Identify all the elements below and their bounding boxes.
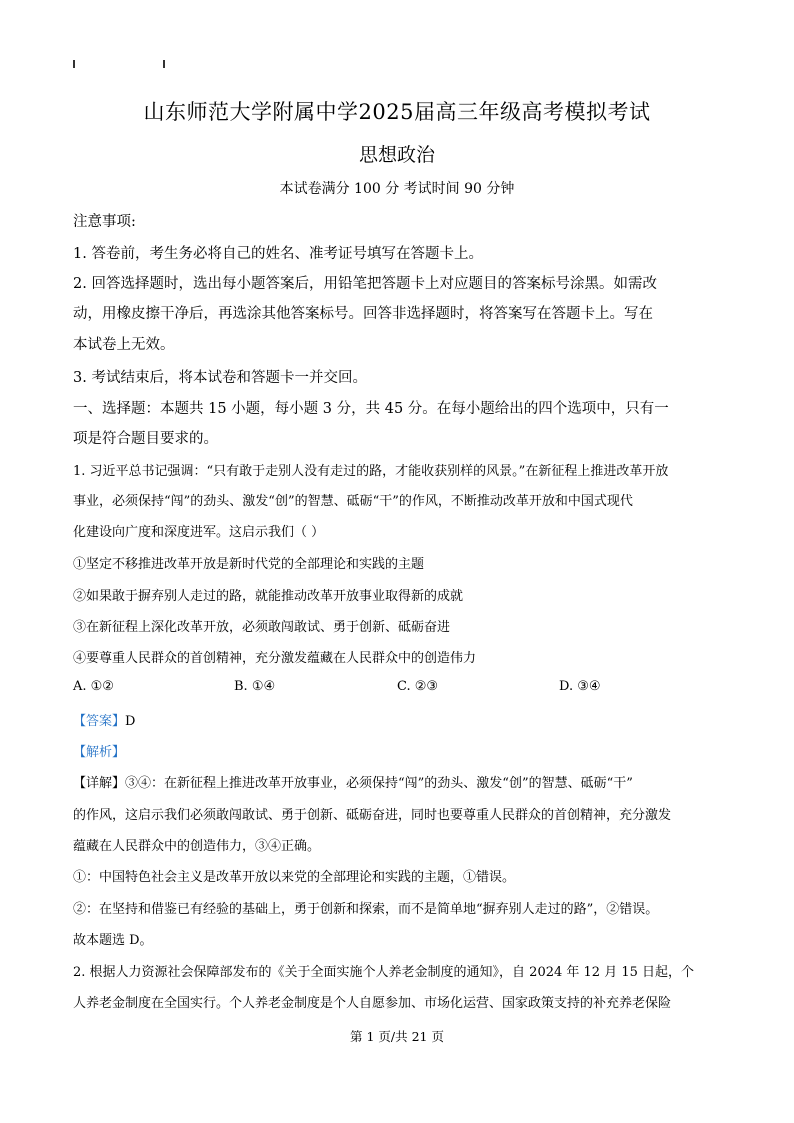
exam-title: 山东师范大学附属中学2025届高三年级高考模拟考试 xyxy=(143,100,651,124)
notice-line: 3. 考试结束后，将本试卷和答题卡一并交回。 xyxy=(73,370,367,386)
q1-detail: 蕴藏在人民群众中的创造伟力，③④正确。 xyxy=(73,839,321,854)
q1-detail xyxy=(73,772,723,791)
page-number: 第 1 页/共 21 页 xyxy=(350,1029,444,1044)
crop-mark-right xyxy=(163,60,165,68)
q1-detail: ②：在坚持和借鉴已有经验的基础上，勇于创新和探索，而不是简单地“摒弃别人走过的路”，②错误。 xyxy=(73,902,659,917)
q1-item: ②如果敢于摒弃别人走过的路，就能推动改革开放事业取得新的成就 xyxy=(73,589,464,604)
q1-item: ③在新征程上深化改革开放，必须敢闯敢试、勇于创新、砥砺奋进 xyxy=(73,620,451,635)
q1-detail: 的作风，这启示我们必须敢闯敢试、勇于创新、砥砺奋进，同时也要尊重人民群众的首创精神，充分激发 xyxy=(73,808,672,823)
notice-heading: 注意事项: xyxy=(73,214,136,230)
q1-item: ①坚定不移推进改革开放是新时代党的全部理论和实践的主题 xyxy=(73,557,425,572)
answer-tag: 【答案】 xyxy=(73,714,126,729)
notice-line: 2. 回答选择题时，选出每小题答案后，用铅笔把答题卡上对应题目的答案标号涂黑。如需改 xyxy=(73,276,657,292)
q1-detail: ①：中国特色社会主义是改革开放以来党的全部理论和实践的主题，①错误。 xyxy=(73,870,516,885)
q1-answer xyxy=(73,710,723,729)
q1-stem: 事业，必须保持“闯”的劲头、激发“创”的智慧、砥砺“干”的作风，不断推动改革开放和中国式现代 xyxy=(73,494,633,509)
q1-analysis xyxy=(73,741,723,760)
q1-option-d: D. ③④ xyxy=(559,679,601,694)
notice-line: 1. 答卷前，考生务必将自己的姓名、准考证号填写在答题卡上。 xyxy=(73,246,483,262)
detail-text: ③④：在新征程上推进改革开放事业，必须保持“闯”的劲头、激发“创”的智慧、砥砺“干” xyxy=(125,776,633,791)
analysis-tag: 【解析】 xyxy=(73,745,126,760)
q1-option-a: A. ①② xyxy=(73,679,114,694)
exam-info: 本试卷满分 100 分 考试时间 90 分钟 xyxy=(279,181,515,197)
notice-line: 本试卷上无效。 xyxy=(73,337,175,353)
notice-line: 动，用橡皮擦干净后，再选涂其他答案标号。回答非选择题时，将答案写在答题卡上。写在 xyxy=(73,306,653,322)
section-heading: 一、选择题：本题共 15 小题，每小题 3 分，共 45 分。在每小题给出的四个选项中，只有一 xyxy=(73,401,669,417)
q2-stem: 2. 根据人力资源社会保障部发布的《关于全面实施个人养老金制度的通知》，自 2024 年 12 月 15 日起，个 xyxy=(73,965,694,980)
section-heading: 项是符合题目要求的。 xyxy=(73,431,218,447)
subject-title: 思想政治 xyxy=(358,144,435,166)
detail-tag: 【详解】 xyxy=(73,776,126,791)
q1-option-b: B. ①④ xyxy=(234,679,276,694)
q2-stem: 人养老金制度在全国实行。个人养老金制度是个人自愿参加、市场化运营、国家政策支持的补充养老保险 xyxy=(73,996,672,1011)
q1-option-c: C. ②③ xyxy=(397,679,439,694)
q1-item: ④要尊重人民群众的首创精神，充分激发蕴藏在人民群众中的创造伟力 xyxy=(73,651,477,666)
crop-mark-left xyxy=(73,60,75,68)
answer-value: D xyxy=(125,714,136,729)
q1-stem: 化建设向广度和深度进军。这启示我们（ ） xyxy=(73,525,325,540)
q1-stem: 1. 习近平总书记强调：“只有敢于走别人没有走过的路，才能收获别样的风景。”在新征程上推进改革开放 xyxy=(73,464,669,479)
q1-detail: 故本题选 D。 xyxy=(73,933,153,948)
